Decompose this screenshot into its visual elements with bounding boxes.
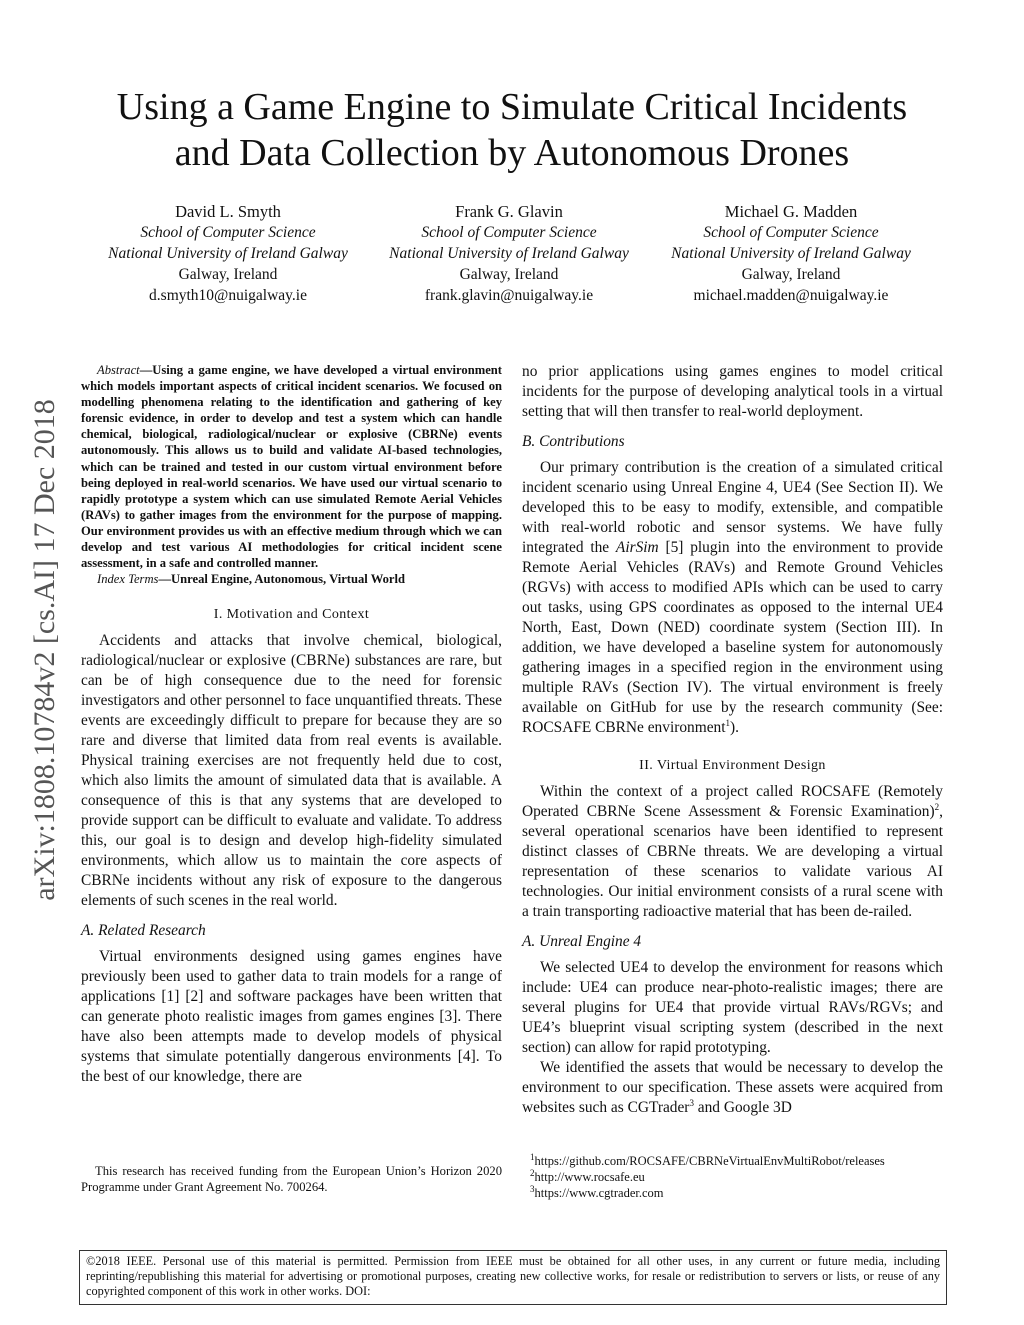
footnote-ref-3[interactable]: 3 xyxy=(689,1097,694,1108)
author-univ: National University of Ireland Galway xyxy=(389,245,629,262)
unreal-text-2: and Google 3D xyxy=(693,1099,792,1116)
author-3 xyxy=(646,201,936,306)
author-name: Michael G. Madden xyxy=(724,202,858,221)
airsim-term: AirSim xyxy=(615,539,659,556)
footnote-ref-2[interactable]: 2 xyxy=(934,801,940,812)
footnote-ref-1[interactable]: 1 xyxy=(725,717,731,728)
contributions-text-3: ). xyxy=(730,719,739,736)
footnote-2 xyxy=(530,1169,950,1185)
author-dept: School of Computer Science xyxy=(140,224,316,241)
footnotes xyxy=(530,1153,950,1201)
unreal-engine-heading: A. Unreal Engine 4 xyxy=(522,933,642,950)
index-terms xyxy=(81,571,502,587)
contributions-text-1: Our primary contribution is the creation of a simulated critical incident scenario using Unreal Engine 4, UE4 (See Section II). We developed this to be easy to modify, extensible, and compatible with real-world robotic and sensor systems. We have fully integrated the xyxy=(522,459,943,556)
author-1 xyxy=(83,201,373,306)
section-2-paragraph xyxy=(522,782,943,922)
section-1-paragraph: Accidents and attacks that involve chemical, biological, radiological/nuclear or explosive (CBRNe) substances are rare, but can be of high consequence due to the need for forensic investigators and other personnel to face unquantified threats. These events are exceedingly difficult to prepare for because they are so rare and diverse that limited data from real events is available. Physical training exercises are not frequently held due to cost, which also limits the amount of simulated data that is available. A consequence of this is that any systems that are developed to provide support can be difficult to evaluate and validate. To address this, our goal is to design and develop high-fidelity simulated environments, which allow us to maintain the core aspects of CBRNe incidents without any risk of exposure to the dangerous elements of such scenes in the real world. xyxy=(81,632,502,910)
left-column xyxy=(81,362,502,1087)
abstract xyxy=(81,362,502,571)
author-name: David L. Smyth xyxy=(175,202,281,221)
footnote-3 xyxy=(530,1185,950,1201)
author-location: Galway, Ireland xyxy=(178,266,278,283)
paper-title xyxy=(60,84,964,176)
funding-note: This research has received funding from the European Union’s Horizon 2020 Programme under Grant Agreement No. 700264. xyxy=(81,1164,502,1194)
author-2 xyxy=(364,201,654,306)
unreal-text-1: We identified the assets that would be necessary to develop the environment to our specification. These assets were acquired from websites such as CGTrader xyxy=(522,1059,943,1116)
footnote-mark: 2 xyxy=(530,1167,535,1178)
author-name: Frank G. Glavin xyxy=(455,202,563,221)
author-dept: School of Computer Science xyxy=(421,224,597,241)
author-univ: National University of Ireland Galway xyxy=(671,245,911,262)
unreal-engine-paragraph-2 xyxy=(522,1058,943,1118)
arxiv-id: arXiv:1808.10784v2 [cs.AI] 17 Dec 2018 xyxy=(28,399,61,901)
author-dept: School of Computer Science xyxy=(703,224,879,241)
author-email: frank.glavin@nuigalway.ie xyxy=(424,287,594,304)
related-research-paragraph: Virtual environments designed using games engines have previously been used to gather data to train models for a range of applications [1] [2] and software packages have been written that can generate photo realistic images from games engines [3]. There have also been attempts made to develop models of physical systems that simulate potentially dangerous environments [4]. To the best of our knowledge, there are xyxy=(81,948,502,1086)
contributions-paragraph xyxy=(522,458,943,738)
author-location: Galway, Ireland xyxy=(459,266,559,283)
related-research-heading: A. Related Research xyxy=(81,922,206,940)
footnote-link[interactable]: https://www.cgtrader.com xyxy=(534,1186,664,1200)
section-1-heading: I. Motivation and Context xyxy=(213,607,370,623)
copyright-notice: ©2018 IEEE. Personal use of this material is permitted. Permission from IEEE must be obtained for all other uses, in any current or future media, including reprinting/republishing this material for advertising or promotional purposes, creating new collective works, for resale or redistribution to servers or lists, or reuse of any copyrighted component of this work in other works. DOI: xyxy=(79,1250,947,1305)
footnote-link[interactable]: http://www.rocsafe.eu xyxy=(534,1170,645,1184)
footnote-link[interactable]: https://github.com/ROCSAFE/CBRNeVirtualEnvMultiRobot/releases xyxy=(534,1154,885,1168)
author-univ: National University of Ireland Galway xyxy=(108,245,348,262)
author-location: Galway, Ireland xyxy=(741,266,841,283)
abstract-text: —Using a game engine, we have developed a virtual environment which models important aspects of critical incident scenarios. We focused on modelling phenomena relating to the identification and gathering of key forensic evidence, in order to develop and test a system which can handle chemical, biological, radiological/nuclear or explosive (CBRNe) events autonomously. This allows us to build and validate AI-based technologies, which can be trained and tested in our custom virtual environment before being deployed in real-world scenarios. We have used our virtual scenario to rapidly prototype a system which can use simulated Remote Aerial Vehicles (RAVs) to gather images from the environment for the purpose of mapping. Our environment provides us with an effective medium through which we can develop and test various AI methodologies for critical incident scene assessment, in a safe and controlled manner. xyxy=(81,363,502,571)
author-email: d.smyth10@nuigalway.ie xyxy=(149,287,307,304)
funding-footnote xyxy=(81,1163,502,1195)
section-2-text-1: Within the context of a project called ROCSAFE (Remotely Operated CBRNe Scene Assessment & Forensic Examination) xyxy=(522,783,943,820)
section-2-heading: II. Virtual Environment Design xyxy=(639,758,826,773)
index-terms-text: —Unreal Engine, Autonomous, Virtual World xyxy=(158,572,406,587)
index-terms-label: Index Terms xyxy=(97,572,159,587)
related-research-continued: no prior applications using games engines to model critical incidents for the purpose of developing analytical tools in a virtual setting that will then transfer to real-world deployment. xyxy=(522,363,943,420)
author-email: michael.madden@nuigalway.ie xyxy=(693,287,889,304)
abstract-label: Abstract xyxy=(97,363,140,377)
unreal-engine-paragraph-1: We selected UE4 to develop the environment for reasons which include: UE4 can produce near-photo-realistic images; there are several plugins for UE4 that provide virtual RAVs/RGVs; and UE4’s blueprint visual scripting system (described in the next section) can allow for rapid prototyping. xyxy=(522,959,943,1056)
title-line-1: Using a Game Engine to Simulate Critical Incidents xyxy=(116,86,908,128)
right-column xyxy=(522,362,943,1118)
contributions-text-2: [5] plugin into the environment to provide Remote Aerial Vehicles (RAVs) and Remote Ground Vehicles (RGVs) with access to modified APIs which can be used to carry out tasks, using GPS coordinates as opposed to the internal UE4 North, East, Down (NED) coordinate system (Section III). In addition, we have developed a baseline system for autonomously gathering images in a specified region in the environment using multiple RAVs (Section IV). The virtual environment is freely available on GitHub for use by the research community (See: ROCSAFE CBRNe environment xyxy=(522,539,944,736)
section-2-text-2: , several operational scenarios have been identified to represent distinct classes of CBRNe threats. We are developing a virtual representation of these scenarios to validate various AI technologies. Our initial environment consists of a rural scene with a train transporting radioactive material that has been de-railed. xyxy=(522,803,943,920)
contributions-heading: B. Contributions xyxy=(522,433,625,450)
title-line-2: and Data Collection by Autonomous Drones xyxy=(174,132,850,174)
footnote-1 xyxy=(530,1153,950,1169)
footnote-mark: 1 xyxy=(530,1151,535,1162)
footnote-mark: 3 xyxy=(530,1183,535,1194)
